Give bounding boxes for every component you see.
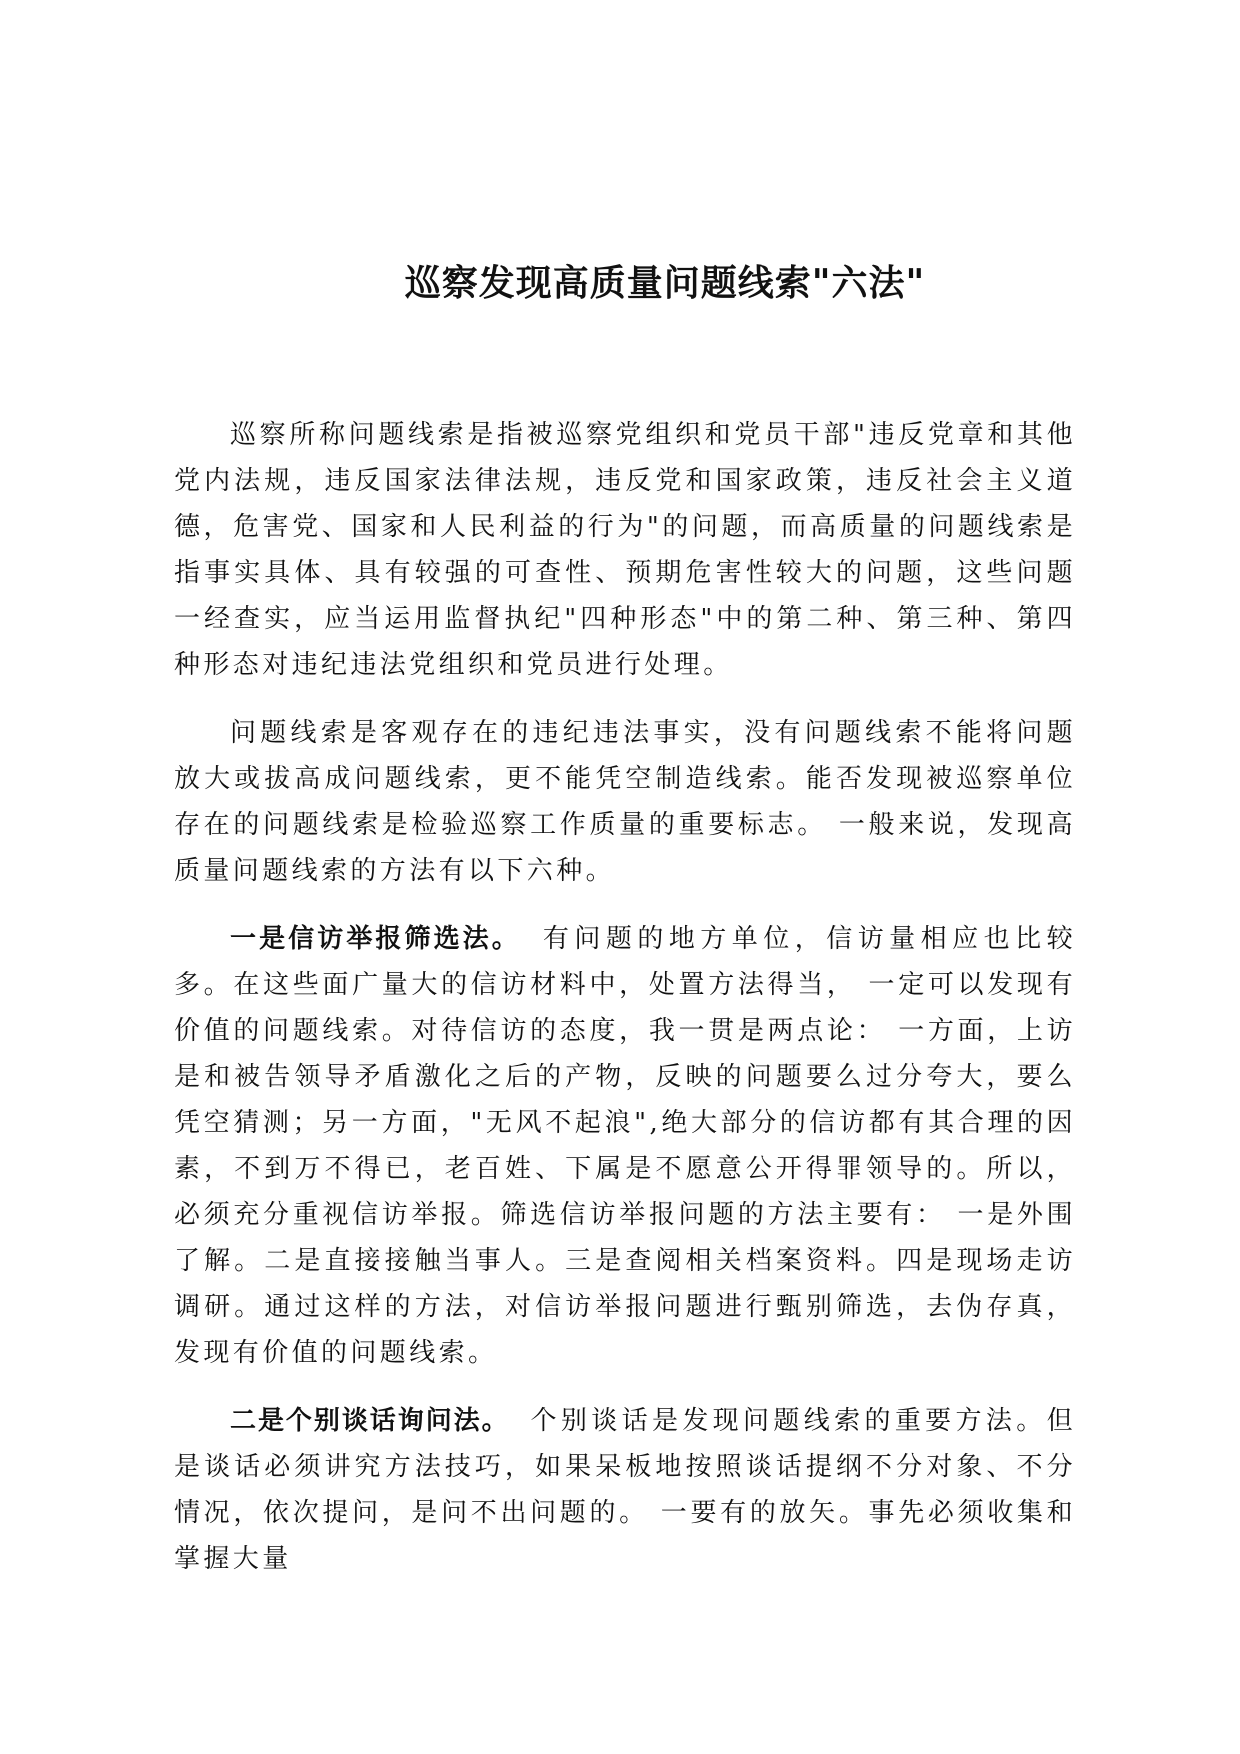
paragraph-overview (174, 710, 1076, 894)
document-title: 巡察发现高质量问题线索"六法" (404, 262, 926, 304)
paragraph-method-1 (174, 916, 1076, 1376)
method-heading: 二是个别谈话询问法。 (230, 1406, 510, 1436)
paragraph-text: 有问题的地方单位，信访量相应也比较多。在这些面广量大的信访材料中，处置方法得当， 一定可以发现有价值的问题线索。对待信访的态度，我一贯是两点论： 一方面，上访是和被告领导矛盾激化之后的产物，反映的问题要么过分夸大，要么凭空猜测；另一方面，"无风不起浪",绝大部分的信访都有其合理的因素，不到万不得已，老百姓、下属是不愿意公开得罪领导的。所以，必须充分重视信访举报。筛选信访举报问题的方法主要有： 一是外围了解。二是直接接触当事人。三是查阅相关档案资料。四是现场走访调研。通过这样的方法，对信访举报问题进行甄别筛选，去伪存真，发现有价值的问题线索。 (174, 924, 1076, 1368)
paragraph-text: 问题线索是客观存在的违纪违法事实，没有问题线索不能将问题放大或拔高成问题线索，更不能凭空制造线索。能否发现被巡察单位存在的问题线索是检验巡察工作质量的重要标志。 一般来说，发现高质量问题线索的方法有以下六种。 (174, 718, 1076, 886)
paragraph-text: 个别谈话是发现问题线索的重要方法。但是谈话必须讲究方法技巧，如果呆板地按照谈话提纲不分对象、不分情况，依次提问，是问不出问题的。 一要有的放矢。事先必须收集和掌握大量 (174, 1406, 1076, 1574)
method-heading: 一是信访举报筛选法。 (230, 924, 521, 954)
paragraph-intro (174, 412, 1076, 688)
paragraph-text: 巡察所称问题线索是指被巡察党组织和党员干部"违反党章和其他党内法规，违反国家法律法规，违反党和国家政策，违反社会主义道德，危害党、国家和人民利益的行为"的问题，而高质量的问题线索是指事实具体、具有较强的可查性、预期危害性较大的问题，这些问题一经查实，应当运用监督执纪"四种形态"中的第二种、第三种、第四种形态对违纪违法党组织和党员进行处理。 (174, 420, 1076, 680)
paragraph-method-2 (174, 1398, 1076, 1582)
document-body (174, 412, 1076, 1604)
